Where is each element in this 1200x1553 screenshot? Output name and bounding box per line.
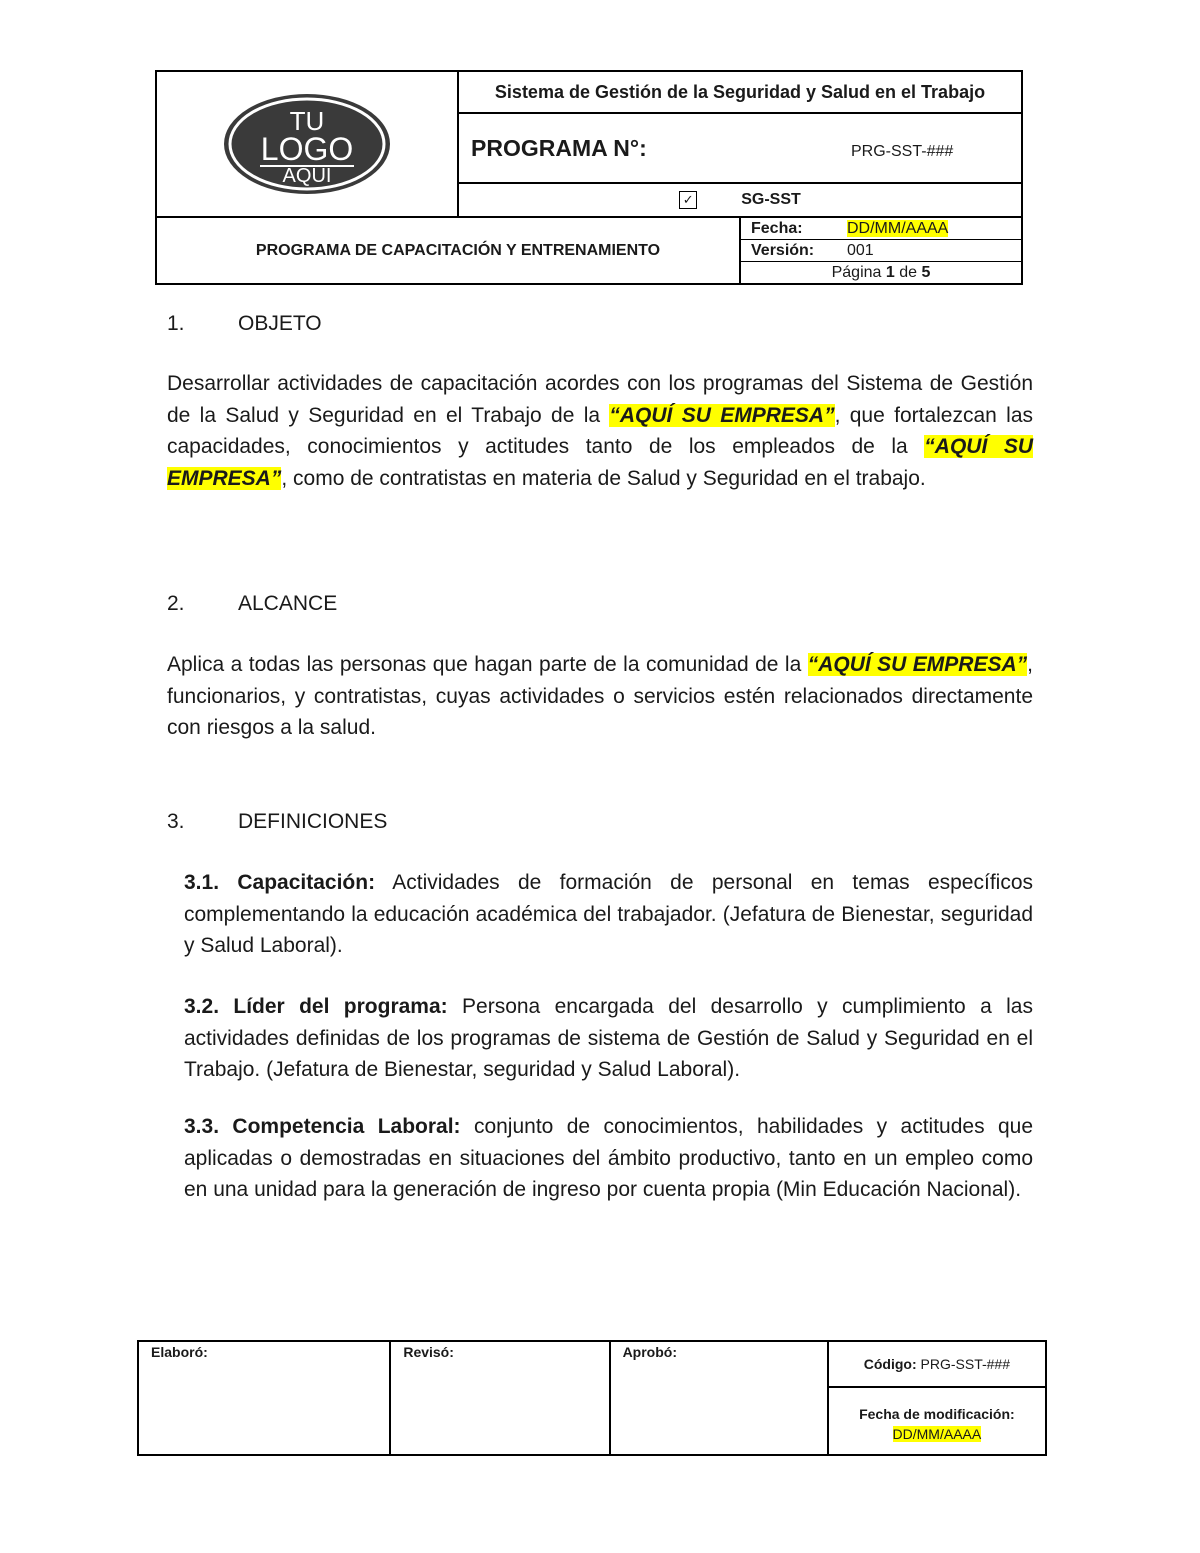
logo-text-line2: LOGO [260, 131, 354, 167]
sgsst-cell [458, 183, 1022, 217]
definition-text: conjunto de conocimientos, habilidades y actitudes que aplicadas o demostradas en situaciones del ámbito productivo, tanto en un empleo como en una unidad para la generación de ingreso por cuenta propia (Min Educación Nacional). [184, 1115, 1034, 1201]
checkbox-icon: ✓ [679, 191, 697, 209]
definition-lider [184, 991, 1033, 1086]
definition-text: Actividades de formación de personal en temas específicos complementando la educación académica del trabajador. (Jefatura de Bienestar, seguridad y Salud Laboral). [184, 871, 1033, 957]
fecha-row [741, 218, 1021, 240]
sgsst-label: SG-SST [741, 191, 801, 209]
definition-competencia [184, 1111, 1033, 1206]
codigo-box [829, 1342, 1045, 1388]
text-run: Desarrollar actividades de capacitación acordes con los programas del Sistema de Gestión de la Salud y Seguridad en el Trabajo de la [167, 372, 1033, 427]
definition-term: 3.1. Capacitación: [184, 871, 376, 894]
company-placeholder: “AQUÍ SU EMPRESA” [807, 653, 1028, 676]
document-meta [740, 217, 1022, 284]
section-heading-alcance [167, 588, 337, 620]
fecha-label: Fecha: [751, 220, 803, 237]
codigo-value: PRG-SST-### [920, 1356, 1010, 1372]
definition-text: Persona encargada del desarrollo y cumplimiento a las actividades definidas de los programas de sistema de Gestión de Salud y Seguridad en el Trabajo. (Jefatura de Bienestar, seguridad y Salud Laboral). [184, 995, 1033, 1081]
aprobo-cell: Aprobó: [610, 1341, 828, 1455]
program-number-cell [458, 113, 1022, 183]
company-placeholder: “AQUÍ SU EMPRESA” [167, 435, 1033, 490]
version-label: Versión: [751, 242, 815, 259]
text-run: , como de contratistas en materia de Salud y Seguridad en el trabajo. [281, 466, 926, 490]
definition-term: 3.2. Líder del programa: [184, 995, 448, 1018]
fecha-mod-value: DD/MM/AAAA [892, 1426, 982, 1442]
logo-text-line1: TU [289, 106, 325, 136]
section-title: OBJETO [238, 312, 322, 335]
program-label: PROGRAMA N°: [471, 134, 647, 161]
page-label: Página [831, 264, 882, 281]
system-title: Sistema de Gestión de la Seguridad y Salud en el Trabajo [458, 71, 1022, 113]
document-title: PROGRAMA DE CAPACITACIÓN Y ENTRENAMIENTO [156, 217, 740, 284]
company-placeholder: “AQUÍ SU EMPRESA” [609, 403, 835, 427]
section-number: 3. [167, 810, 185, 833]
fecha-value: DD/MM/AAAA [847, 220, 949, 237]
fecha-modificacion-box [829, 1388, 1045, 1444]
logo-placeholder [222, 92, 392, 196]
codigo-label: Código: [863, 1356, 917, 1372]
section-title: ALCANCE [238, 592, 338, 615]
footer-codes [828, 1341, 1046, 1455]
approval-footer [137, 1340, 1047, 1456]
section-text-objeto [167, 368, 1033, 494]
elaboro-cell: Elaboró: [138, 1341, 390, 1455]
section-text-alcance [167, 649, 1033, 744]
section-heading-objeto [167, 308, 322, 340]
document-header [155, 70, 1023, 285]
section-number: 2. [167, 592, 185, 615]
fecha-mod-label: Fecha de modificación: [859, 1406, 1015, 1422]
text-run: Aplica a todas las personas que hagan parte de la comunidad de la [167, 653, 808, 676]
page-total: 5 [921, 264, 931, 281]
section-title: DEFINICIONES [238, 810, 388, 833]
text-run: , funcionarios, y contratistas, cuyas actividades o servicios estén relacionados directamente con riesgos a la salud. [167, 653, 1033, 739]
logo-cell [156, 71, 458, 217]
definition-capacitacion [184, 867, 1033, 962]
page-current: 1 [885, 264, 895, 281]
logo-text-line3: AQUI [282, 165, 332, 187]
version-row [741, 240, 1021, 262]
section-heading-definiciones [167, 806, 387, 838]
page-of: de [899, 264, 918, 281]
definition-term: 3.3. Competencia Laboral: [184, 1115, 461, 1138]
version-value: 001 [847, 242, 874, 259]
page-number [741, 262, 1021, 283]
text-run: , que fortalezcan las capacidades, conocimientos y actitudes tanto de los empleados de la [167, 403, 1034, 458]
section-number: 1. [167, 312, 185, 335]
reviso-cell: Revisó: [390, 1341, 609, 1455]
program-code: PRG-SST-### [851, 142, 954, 160]
